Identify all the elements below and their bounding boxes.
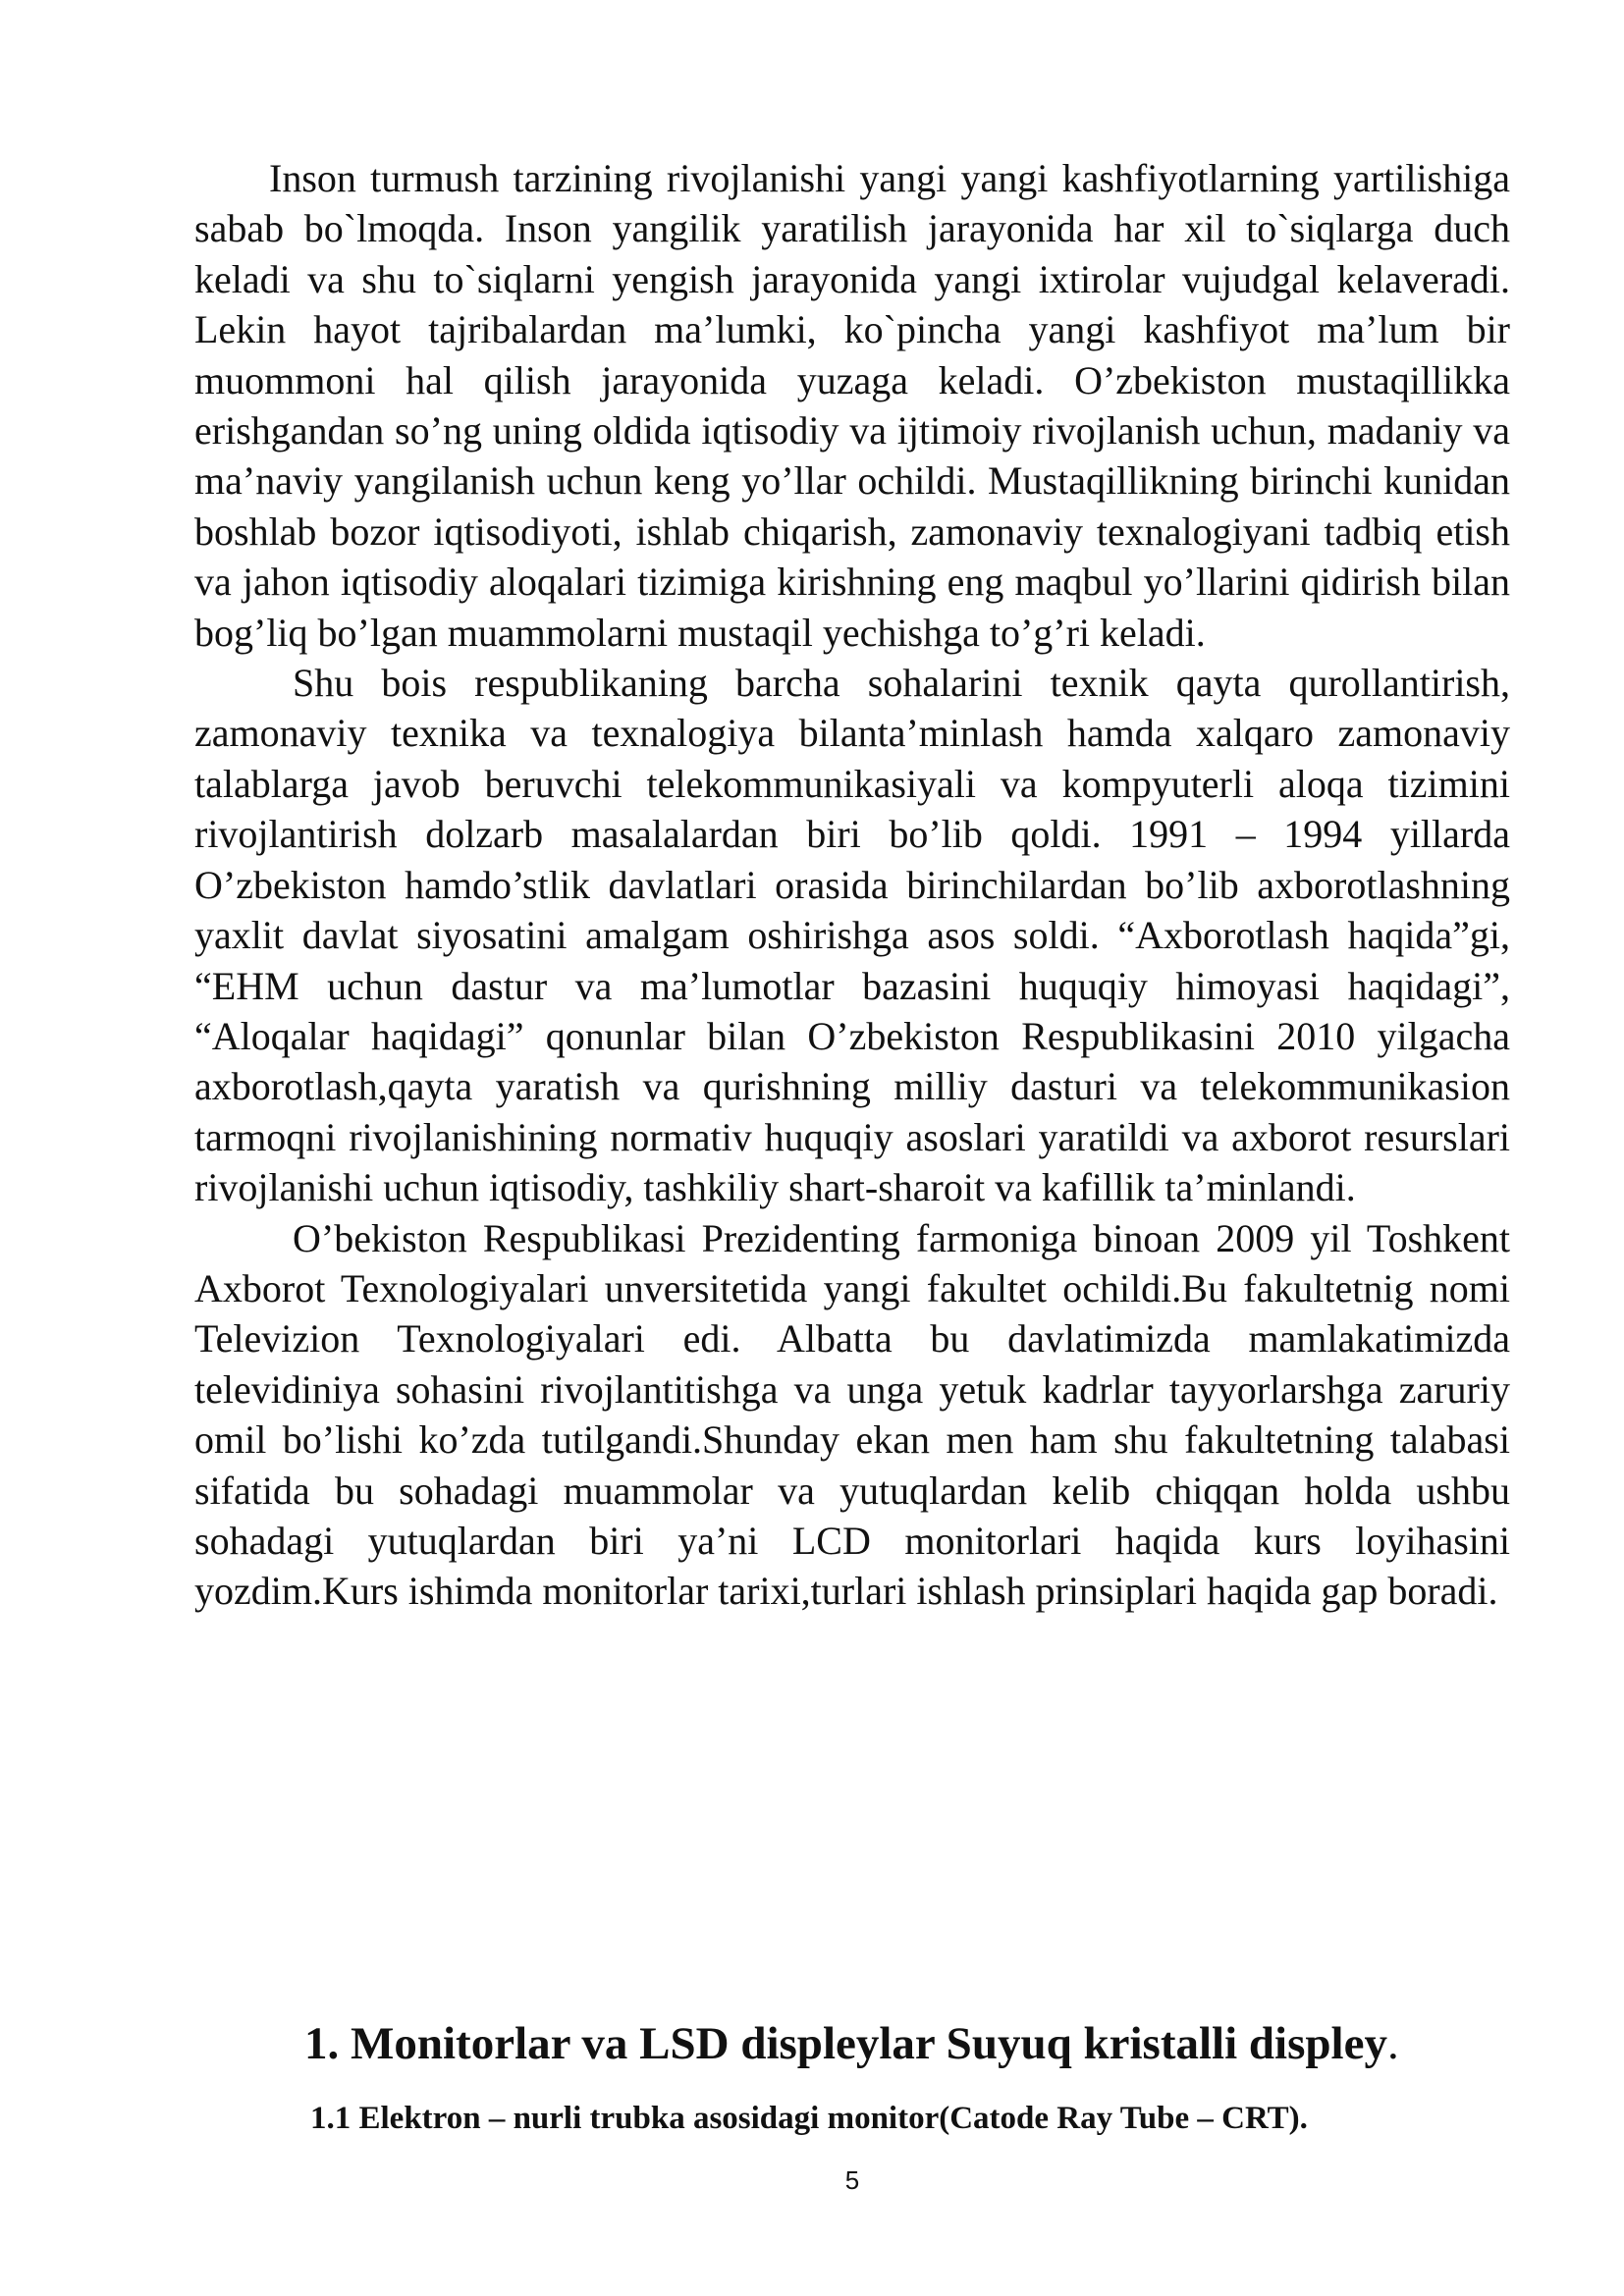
section-heading xyxy=(304,2014,1522,2073)
subsection-heading xyxy=(310,2097,1528,2140)
subsection-heading-bold: 1.1 Elektron – nurli trubka asosidagi monitor xyxy=(310,2101,940,2136)
subsection-heading-normal: (Catode Ray Tube – CRT). xyxy=(939,2101,1308,2136)
body-text xyxy=(194,153,1510,1617)
paragraph-1: Inson turmush tarzining rivojlanishi yangi yangi kashfiyotlarning yartilishiga sabab bo`lmoqda. Inson yangilik yaratilish jarayonida har xil to`siqlarga duch keladi va shu to`siqlarni yengish jarayonida yangi ixtirolar vujudgal kelaveradi. Lekin hayot tajribalardan ma’lumki, ko`pincha yangi kashfiyot ma’lum bir muommoni hal qilish jarayonida yuzaga keladi. O’zbekiston mustaqillikka erishgandan so’ng uning oldida iqtisodiy va ijtimoiy rivojlanish uchun, madaniy va ma’naviy yangilanish uchun keng yo’llar ochildi. Mustaqillikning birinchi kunidan boshlab bozor iqtisodiyoti, ishlab chiqarish, zamonaviy texnalogiyani tadbiq etish va jahon iqtisodiy aloqalari tizimiga kirishning eng maqbul yo’llarini qidirish bilan bog’liq bo’lgan muammolarni mustaqil yechishga to’g’ri keladi. xyxy=(194,156,1510,655)
section-heading-text: 1. Monitorlar va LSD displeylar Suyuq kristalli displey xyxy=(304,2018,1387,2069)
paragraph-3: O’bekiston Respublikasi Prezidenting farmoniga binoan 2009 yil Toshkent Axborot Texnologiyalari unversitetida yangi fakultet ochildi.Bu fakultetnig nomi Televizion Texnologiyalari edi. Albatta bu davlatimizda mamlakatimizda televidiniya sohasini rivojlantitishga va unga yetuk kadrlar tayyorlarshga zaruriy omil bo’lishi ko’zda tutilgandi.Shunday ekan men ham shu fakultetning talabasi sifatida bu sohadagi muammolar va yutuqlardan kelib chiqqan holda ushbu sohadagi yutuqlardan biri ya’ni LCD monitorlari haqida kurs loyihasini yozdim.Kurs ishimda monitorlar tarixi,turlari ishlash prinsiplari haqida gap boradi. xyxy=(194,1215,1510,1614)
paragraph-2: Shu bois respublikaning barcha sohalarini texnik qayta qurollantirish, zamonaviy texnika va texnalogiya bilanta’minlash hamda xalqaro zamonaviy talablarga javob beruvchi telekommunikasiyali va kompyuterli aloqa tizimini rivojlantirish dolzarb masalalardan biri bo’lib qoldi. 1991 – 1994 yillarda O’zbekiston hamdo’stlik davlatlari orasida birinchilardan bo’lib axborotlashning yaxlit davlat siyosatini amalgam oshirishga asos soldi. “Axborotlash haqida”gi, “EHM uchun dastur va ma’lumotlar bazasini huquqiy himoyasi haqidagi”, “Aloqalar haqidagi” qonunlar bilan O’zbekiston Respublikasini 2010 yilgacha axborotlash,qayta yaratish va qurishning milliy dasturi va telekommunikasion tarmoqni rivojlanishining normativ huquqiy asoslari yaratildi va axborot resurslari rivojlanishi uchun iqtisodiy, tashkiliy shart-sharoit va kafillik ta’minlandi. xyxy=(194,661,1510,1210)
page-number: 5 xyxy=(844,2165,860,2195)
section-heading-period: . xyxy=(1386,2018,1399,2069)
